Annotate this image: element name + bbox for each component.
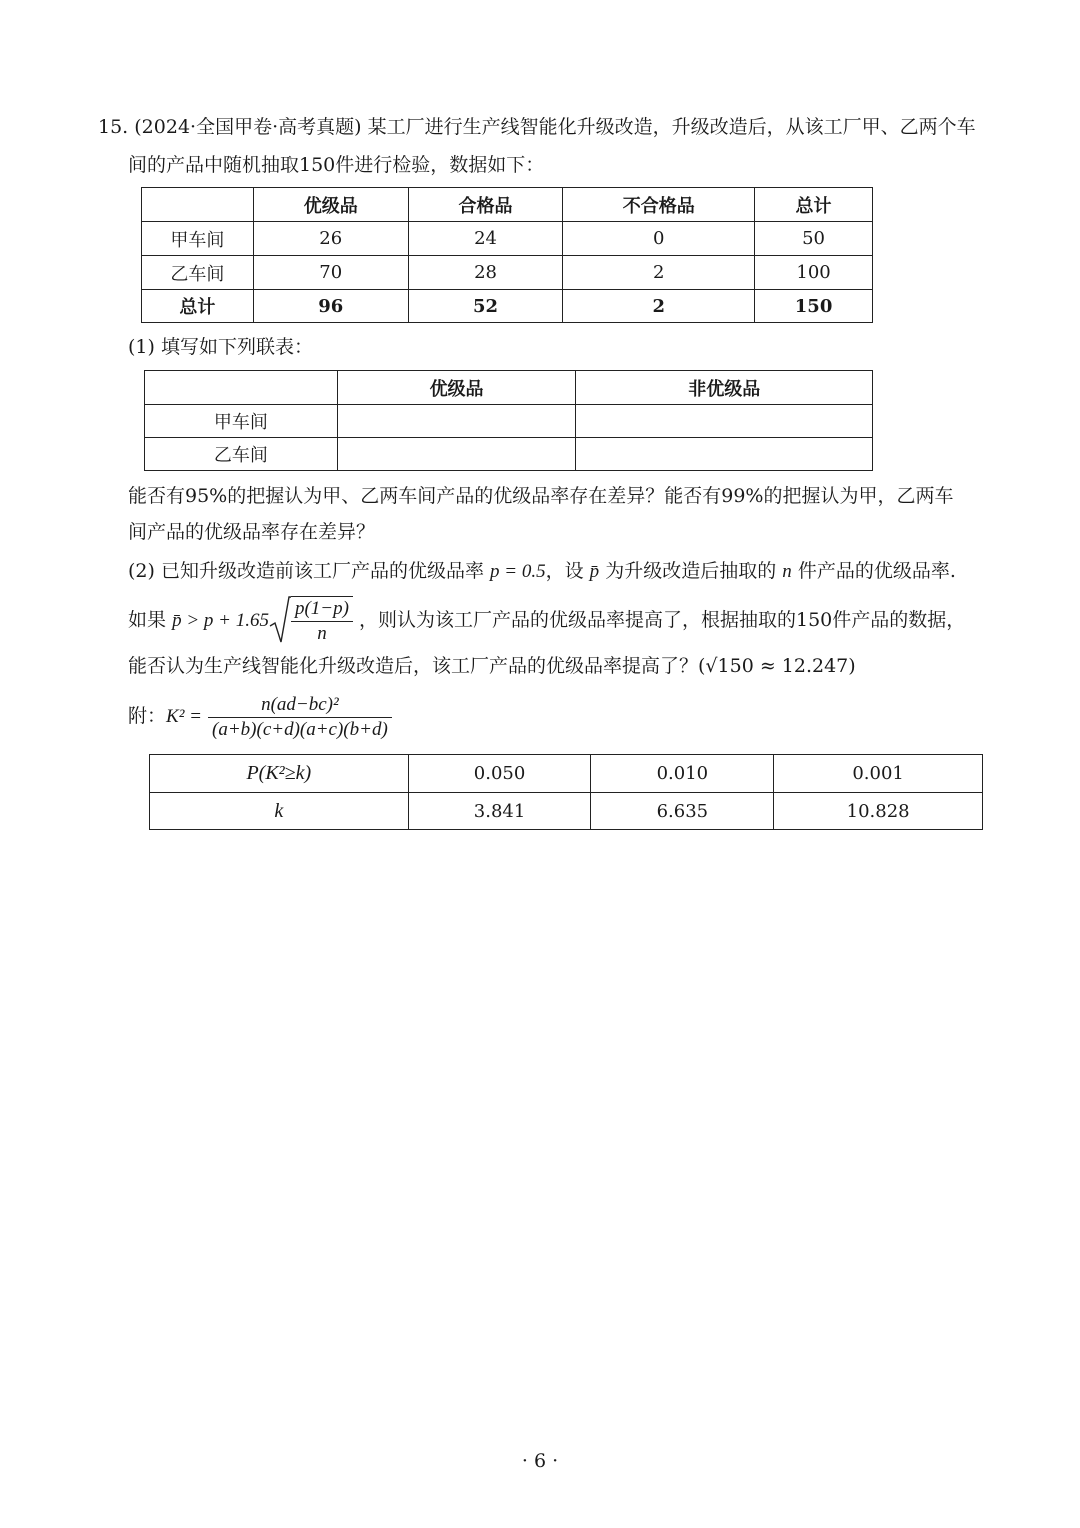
- table-row: [150, 793, 983, 830]
- question-number: 15.: [98, 116, 129, 138]
- blank-cell: [337, 405, 576, 438]
- part2-text: ，则认为该工厂产品的优级品率提高了，根据抽取的150件产品的数据，: [359, 609, 966, 631]
- question-line-2: 间的产品中随机抽取150件进行检验，数据如下：: [128, 154, 545, 176]
- n-symbol: n: [782, 561, 792, 582]
- radical-sign-icon: [269, 596, 291, 646]
- table-cell: 52: [408, 290, 563, 323]
- table-cell: 26: [253, 222, 408, 256]
- table-row: [145, 438, 873, 471]
- table-cell: 2: [563, 256, 755, 290]
- appendix-formula: [128, 690, 392, 743]
- contingency-table: [144, 370, 873, 471]
- table-cell: 10.828: [774, 793, 983, 830]
- part2-text: 件产品的优级品率.: [797, 560, 956, 582]
- header-cell: 总计: [755, 188, 873, 222]
- appendix-label: 附：: [128, 705, 167, 727]
- header-cell: [142, 188, 254, 222]
- table-cell: 96: [253, 290, 408, 323]
- table-cell: 150: [755, 290, 873, 323]
- contingency-header: [145, 371, 873, 405]
- table-cell: 甲车间: [142, 222, 254, 256]
- header-cell: 不合格品: [563, 188, 755, 222]
- table-cell: 70: [253, 256, 408, 290]
- p-value: p = 0.5: [490, 561, 546, 582]
- table-row: [145, 405, 873, 438]
- header-cell: 优级品: [253, 188, 408, 222]
- part2-text: (2) 已知升级改造前该工厂产品的优级品率: [128, 560, 484, 582]
- fraction-denominator: (a+b)(c+d)(a+c)(b+d): [212, 718, 388, 740]
- table-cell: 乙车间: [142, 256, 254, 290]
- fraction-numerator: p(1−p): [291, 597, 353, 622]
- table-cell: P(K²≥k): [150, 755, 409, 793]
- sqrt-fraction: [291, 596, 353, 646]
- table-row: [142, 256, 873, 290]
- sqrt-expression: [269, 596, 353, 646]
- table-cell: 28: [408, 256, 563, 290]
- table-cell: 6.635: [591, 793, 774, 830]
- part1-label: (1) 填写如下列联表：: [128, 336, 313, 358]
- data-table: [141, 187, 873, 323]
- page-number: · 6 ·: [521, 1450, 559, 1472]
- table-cell: 甲车间: [145, 405, 338, 438]
- table-cell: 24: [408, 222, 563, 256]
- header-cell: [145, 371, 338, 405]
- table-cell: 50: [755, 222, 873, 256]
- question-line-1: [98, 113, 976, 141]
- table-cell: 2: [563, 290, 755, 323]
- part1-question-2: 间产品的优级品率存在差异？: [128, 521, 376, 543]
- header-cell: 合格品: [408, 188, 563, 222]
- formula-fraction: [208, 693, 392, 742]
- part2-text: 为升级改造后抽取的: [605, 560, 777, 582]
- table-row: [142, 222, 873, 256]
- header-cell: 优级品: [337, 371, 576, 405]
- part2-line-2: [128, 596, 965, 646]
- question-source: (2024·全国甲卷·高考真题): [134, 116, 362, 138]
- table-cell: 0: [563, 222, 755, 256]
- table-cell: 乙车间: [145, 438, 338, 471]
- table-cell: 总计: [142, 290, 254, 323]
- inequality: p̄ > p + 1.65: [172, 610, 269, 631]
- fraction-numerator: n(ad−bc)²: [208, 693, 392, 718]
- part2-line-1: [128, 557, 956, 586]
- question-text-1: 某工厂进行生产线智能化升级改造，升级改造后，从该工厂甲、乙两个车: [367, 116, 976, 138]
- pbar-symbol: p̄: [589, 561, 600, 582]
- blank-cell: [576, 438, 873, 471]
- header-cell: 非优级品: [576, 371, 873, 405]
- table-cell: k: [150, 793, 409, 830]
- part2-line-3: 能否认为生产线智能化升级改造后，该工厂产品的优级品率提高了？(√150 ≈ 12.247): [128, 655, 856, 677]
- critical-value-table: [149, 754, 983, 830]
- table-row: [150, 755, 983, 793]
- part2-text: ，设: [545, 560, 584, 582]
- table-cell: 0.001: [774, 755, 983, 793]
- part1-question-1: 能否有95%的把握认为甲、乙两车间产品的优级品率存在差异？能否有99%的把握认为甲，乙两车: [128, 485, 954, 507]
- table-cell: 0.010: [591, 755, 774, 793]
- fraction-denominator: n: [317, 623, 327, 644]
- table-total-row: [142, 290, 873, 323]
- table-cell: 0.050: [408, 755, 591, 793]
- table-cell: 3.841: [408, 793, 591, 830]
- table-cell: 100: [755, 256, 873, 290]
- blank-cell: [576, 405, 873, 438]
- data-table-header: [142, 188, 873, 222]
- part2-text: 如果: [128, 609, 167, 631]
- formula-lhs: K² =: [166, 706, 202, 727]
- blank-cell: [337, 438, 576, 471]
